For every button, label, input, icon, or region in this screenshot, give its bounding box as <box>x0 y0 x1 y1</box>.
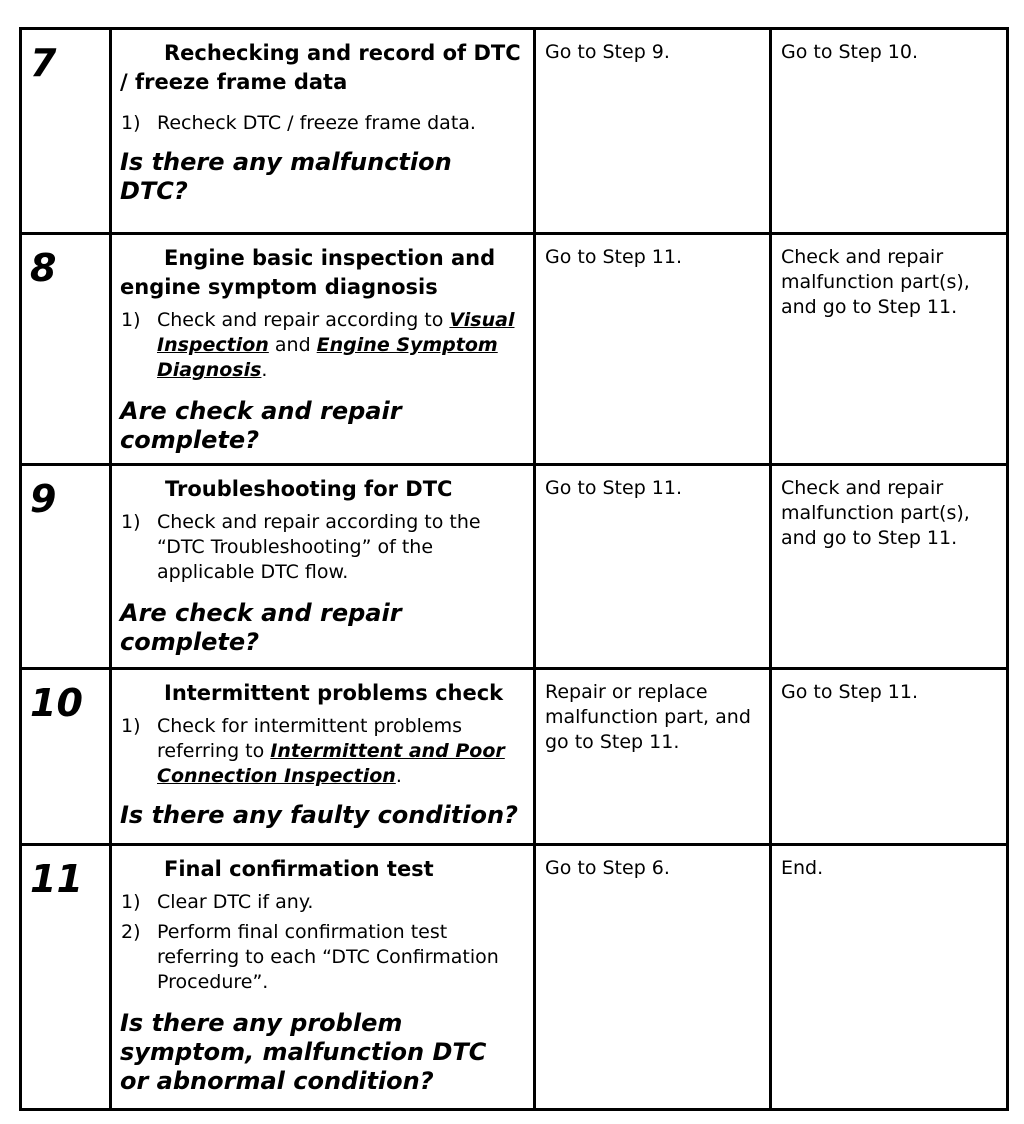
substep-text-mid: and <box>268 334 317 356</box>
step-row <box>21 845 1008 1110</box>
intermittent-connection-inspection-link[interactable]: Intermittent and Poor Connection Inspection <box>157 740 505 787</box>
substep-number: 1) <box>121 309 141 331</box>
substep-text-post: . <box>261 359 268 381</box>
step-row <box>21 234 1008 465</box>
substep-list <box>120 890 523 995</box>
substep-text-pre: Check and repair according to <box>157 309 450 331</box>
step-number: 9 <box>21 465 111 669</box>
step-question: Is there any malfunction DTC? <box>120 148 452 205</box>
step-action <box>111 669 535 845</box>
yes-result: Go to Step 11. <box>535 234 771 465</box>
no-result: End. <box>771 845 1008 1110</box>
substep-list <box>120 714 523 789</box>
step-question: Are check and repair complete? <box>120 397 402 454</box>
substep-list <box>120 111 523 136</box>
substep-text-pre: Check for intermittent problems referring to <box>157 715 463 762</box>
yes-result: Go to Step 11. <box>535 465 771 669</box>
no-result: Check and repair malfunction part(s), and go to Step 11. <box>771 465 1008 669</box>
substep-text: Perform final confirmation test referring to each “DTC Confirmation Procedure”. <box>157 921 499 993</box>
substep-number: 1) <box>121 511 141 533</box>
substep-list <box>120 510 523 585</box>
step-action <box>111 845 535 1110</box>
visual-inspection-link[interactable]: Visual Inspection <box>157 309 515 356</box>
step-row <box>21 465 1008 669</box>
step-number: 7 <box>21 29 111 234</box>
substep-list <box>120 308 523 383</box>
substep-text-post: . <box>395 765 402 787</box>
substep-number: 2) <box>121 921 141 943</box>
step-title: Engine basic inspection and engine symptom diagnosis <box>120 246 496 299</box>
step-title: Final confirmation test <box>164 857 434 881</box>
step-title: Intermittent problems check <box>164 681 504 705</box>
substep-item <box>120 308 523 383</box>
step-number: 8 <box>21 234 111 465</box>
substep-item <box>120 920 523 995</box>
substep-item <box>120 111 523 136</box>
no-result: Check and repair malfunction part(s), and go to Step 11. <box>771 234 1008 465</box>
no-result: Go to Step 10. <box>771 29 1008 234</box>
step-number: 10 <box>21 669 111 845</box>
substep-text: Clear DTC if any. <box>157 891 314 913</box>
no-result: Go to Step 11. <box>771 669 1008 845</box>
step-number: 11 <box>21 845 111 1110</box>
step-title: Troubleshooting for DTC <box>165 477 453 501</box>
troubleshooting-table <box>19 27 1009 1111</box>
step-row <box>21 29 1008 234</box>
substep-number: 1) <box>121 112 141 134</box>
step-question: Is there any problem symptom, malfunction DTC or abnormal condition? <box>120 1009 487 1095</box>
step-action <box>111 234 535 465</box>
yes-result: Repair or replace malfunction part, and go to Step 11. <box>535 669 771 845</box>
engine-symptom-diagnosis-link[interactable]: Engine Symptom Diagnosis <box>157 334 498 381</box>
substep-item <box>120 510 523 585</box>
substep-text: Check and repair according to the “DTC Troubleshooting” of the applicable DTC flow. <box>157 511 481 583</box>
substep-number: 1) <box>121 715 141 737</box>
substep-number: 1) <box>121 891 141 913</box>
substep-item <box>120 890 523 915</box>
step-action <box>111 29 535 234</box>
step-row <box>21 669 1008 845</box>
substep-text: Recheck DTC / freeze frame data. <box>157 112 476 134</box>
step-question: Is there any faulty condition? <box>120 801 518 829</box>
step-action <box>111 465 535 669</box>
yes-result: Go to Step 9. <box>535 29 771 234</box>
step-title: Rechecking and record of DTC / freeze frame data <box>120 41 521 94</box>
yes-result: Go to Step 6. <box>535 845 771 1110</box>
substep-item <box>120 714 523 789</box>
step-question: Are check and repair complete? <box>120 599 402 656</box>
